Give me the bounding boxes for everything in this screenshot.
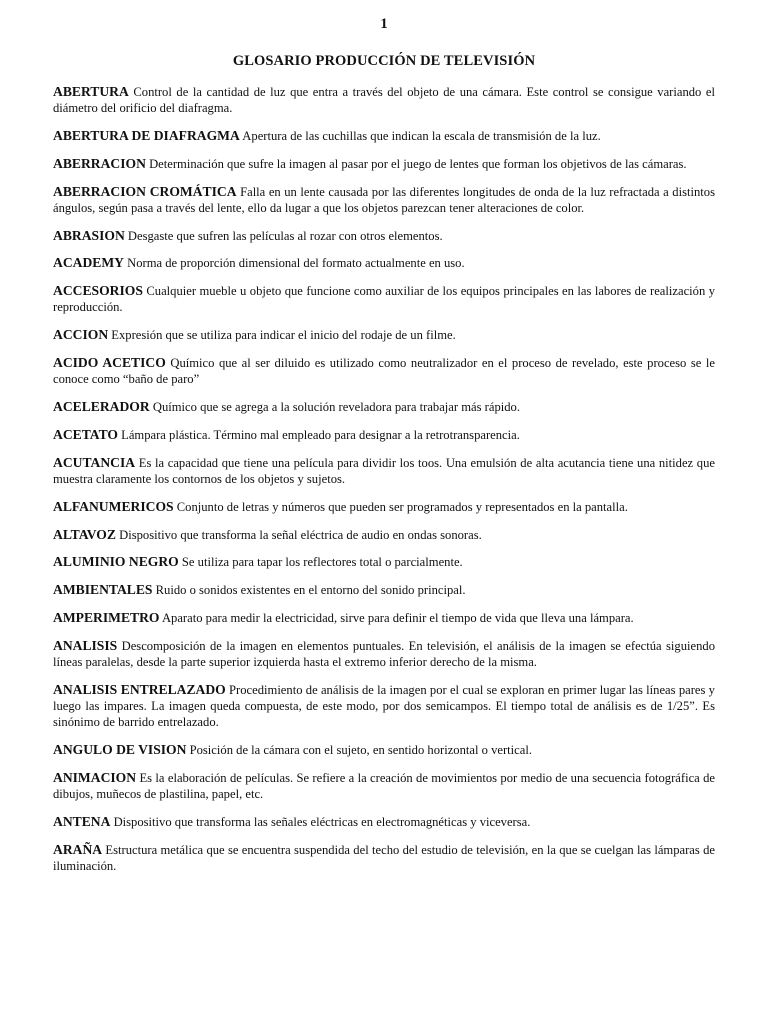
glossary-definition: Procedimiento de análisis de la imagen por el cual se exploran en primer lugar las líneas pares y luego las impares. La imagen queda compuesta, de este modo, por dos semicampos. El tiempo total de análisis es de 1/25”. Es sinónimo de barrido entrelazado. bbox=[53, 683, 715, 730]
glossary-definition: Posición de la cámara con el sujeto, en sentido horizontal o vertical. bbox=[189, 742, 532, 757]
glossary-term: ALUMINIO NEGRO bbox=[53, 554, 179, 570]
glossary-entry bbox=[53, 842, 715, 874]
glossary-definition: Dispositivo que transforma las señales eléctricas en electromagnéticas y viceversa. bbox=[113, 814, 531, 829]
glossary-term: ACADEMY bbox=[53, 255, 124, 271]
glossary-entry bbox=[53, 228, 715, 244]
glossary-term: ACCESORIOS bbox=[53, 283, 143, 299]
glossary-entry bbox=[53, 742, 715, 758]
glossary-term: ABERTURA DE DIAFRAGMA bbox=[53, 127, 240, 143]
glossary-term: ACELERADOR bbox=[53, 399, 150, 415]
glossary-entry bbox=[53, 814, 715, 830]
glossary-entry bbox=[53, 399, 715, 415]
glossary-definition: Conjunto de letras y números que pueden ser programados y representados en la pantalla. bbox=[176, 499, 628, 514]
glossary-definition: Dispositivo que transforma la señal eléctrica de audio en ondas sonoras. bbox=[119, 527, 482, 542]
glossary-term: ACETATO bbox=[53, 426, 118, 442]
glossary-term: ABERTURA bbox=[53, 84, 129, 99]
glossary-entry bbox=[53, 455, 715, 487]
glossary-definition: Norma de proporción dimensional del formato actualmente en uso. bbox=[127, 256, 465, 271]
glossary-term: ABERRACION bbox=[53, 155, 146, 171]
glossary-definition: Determinación que sufre la imagen al pasar por el juego de lentes que forman los objetivos de las cámaras. bbox=[149, 156, 687, 171]
glossary-entry bbox=[53, 610, 715, 626]
glossary-term: AMPERIMETRO bbox=[53, 610, 160, 626]
glossary-entry bbox=[53, 582, 715, 598]
glossary-definition: Cualquier mueble u objeto que funcione como auxiliar de los equipos principales en las labores de realización y reproducción. bbox=[53, 284, 715, 315]
glossary-entry bbox=[53, 184, 715, 216]
glossary-definition: Químico que al ser diluido es utilizado como neutralizador en el proceso de revelado, este proceso se le conoce como “baño de paro” bbox=[53, 356, 715, 387]
glossary-definition: Ruido o sonidos existentes en el entorno del sonido principal. bbox=[155, 583, 466, 598]
glossary-definition: Estructura metálica que se encuentra suspendida del techo del estudio de televisión, en la que se cuelgan las lámparas de iluminación. bbox=[53, 842, 715, 873]
glossary-definition: Químico que se agrega a la solución reveladora para trabajar más rápido. bbox=[152, 400, 520, 415]
glossary-entry bbox=[53, 283, 715, 315]
glossary-definition: Desgaste que sufren las películas al rozar con otros elementos. bbox=[127, 228, 443, 243]
glossary-term: ACCION bbox=[53, 327, 109, 343]
glossary-term: ANGULO DE VISION bbox=[53, 741, 187, 757]
glossary-term: ANIMACION bbox=[53, 769, 137, 785]
glossary-term: ANALISIS ENTRELAZADO bbox=[53, 682, 226, 698]
glossary-definition: Descomposición de la imagen en elementos puntuales. En televisión, el análisis de la imagen se efectúa siguiendo líneas paralelas, desde la parte superior izquierda hasta el extremo inferior derecho de la misma. bbox=[53, 639, 715, 670]
glossary-term: AMBIENTALES bbox=[53, 582, 153, 598]
glossary-term: ABRASION bbox=[53, 227, 125, 243]
glossary-entry bbox=[53, 554, 715, 570]
glossary-definition: Es la capacidad que tiene una película para dividir los toos. Una emulsión de alta acutancia tiene una nitidez que muestra claramente los contornos de los objetos y sujetos. bbox=[53, 455, 715, 486]
glossary-entry bbox=[53, 527, 715, 543]
glossary-term: ACIDO ACETICO bbox=[53, 355, 166, 371]
document-page bbox=[53, 14, 715, 885]
glossary-list bbox=[53, 84, 715, 874]
glossary-entry bbox=[53, 499, 715, 515]
glossary-definition: Expresión que se utiliza para indicar el inicio del rodaje de un filme. bbox=[111, 328, 456, 343]
glossary-term: ARAÑA bbox=[53, 841, 103, 857]
glossary-entry bbox=[53, 355, 715, 387]
glossary-definition: Apertura de las cuchillas que indican la escala de transmisión de la luz. bbox=[242, 128, 601, 143]
glossary-entry bbox=[53, 84, 715, 116]
glossary-entry bbox=[53, 128, 715, 144]
glossary-term: ABERRACION CROMÁTICA bbox=[53, 183, 237, 199]
glossary-entry bbox=[53, 770, 715, 802]
glossary-entry bbox=[53, 427, 715, 443]
glossary-term: ALFANUMERICOS bbox=[53, 498, 174, 514]
glossary-definition: Es la elaboración de películas. Se refiere a la creación de movimientos por medio de una secuencia fotográfica de dibujos, muñecos de plastilina, papel, etc. bbox=[53, 770, 715, 801]
glossary-entry bbox=[53, 255, 715, 271]
glossary-entry bbox=[53, 156, 715, 172]
page-number: 1 bbox=[380, 16, 388, 32]
glossary-term: ANTENA bbox=[53, 813, 111, 829]
glossary-definition: Control de la cantidad de luz que entra a través del objeto de una cámara. Este control se consigue variando el diámetro del orificio del diafragma. bbox=[53, 85, 715, 115]
glossary-term: ACUTANCIA bbox=[53, 454, 136, 470]
glossary-definition: Lámpara plástica. Término mal empleado para designar a la retrotransparencia. bbox=[121, 427, 520, 442]
glossary-definition: Aparato para medir la electricidad, sirve para definir el tiempo de vida que lleva una lámpara. bbox=[161, 611, 634, 626]
glossary-entry bbox=[53, 638, 715, 670]
glossary-term: ALTAVOZ bbox=[53, 526, 116, 542]
glossary-definition: Falla en un lente causada por las diferentes longitudes de onda de la luz refractada a distintos ángulos, según pasa a través del lente, ello da lugar a que los objetos parezcan tener alteraciones de color. bbox=[53, 184, 715, 215]
glossary-entry bbox=[53, 327, 715, 343]
glossary-term: ANALISIS bbox=[53, 638, 118, 654]
document-title: GLOSARIO PRODUCCIÓN DE TELEVISIÓN bbox=[232, 53, 536, 69]
glossary-definition: Se utiliza para tapar los reflectores total o parcialmente. bbox=[181, 555, 463, 570]
glossary-entry bbox=[53, 682, 715, 730]
